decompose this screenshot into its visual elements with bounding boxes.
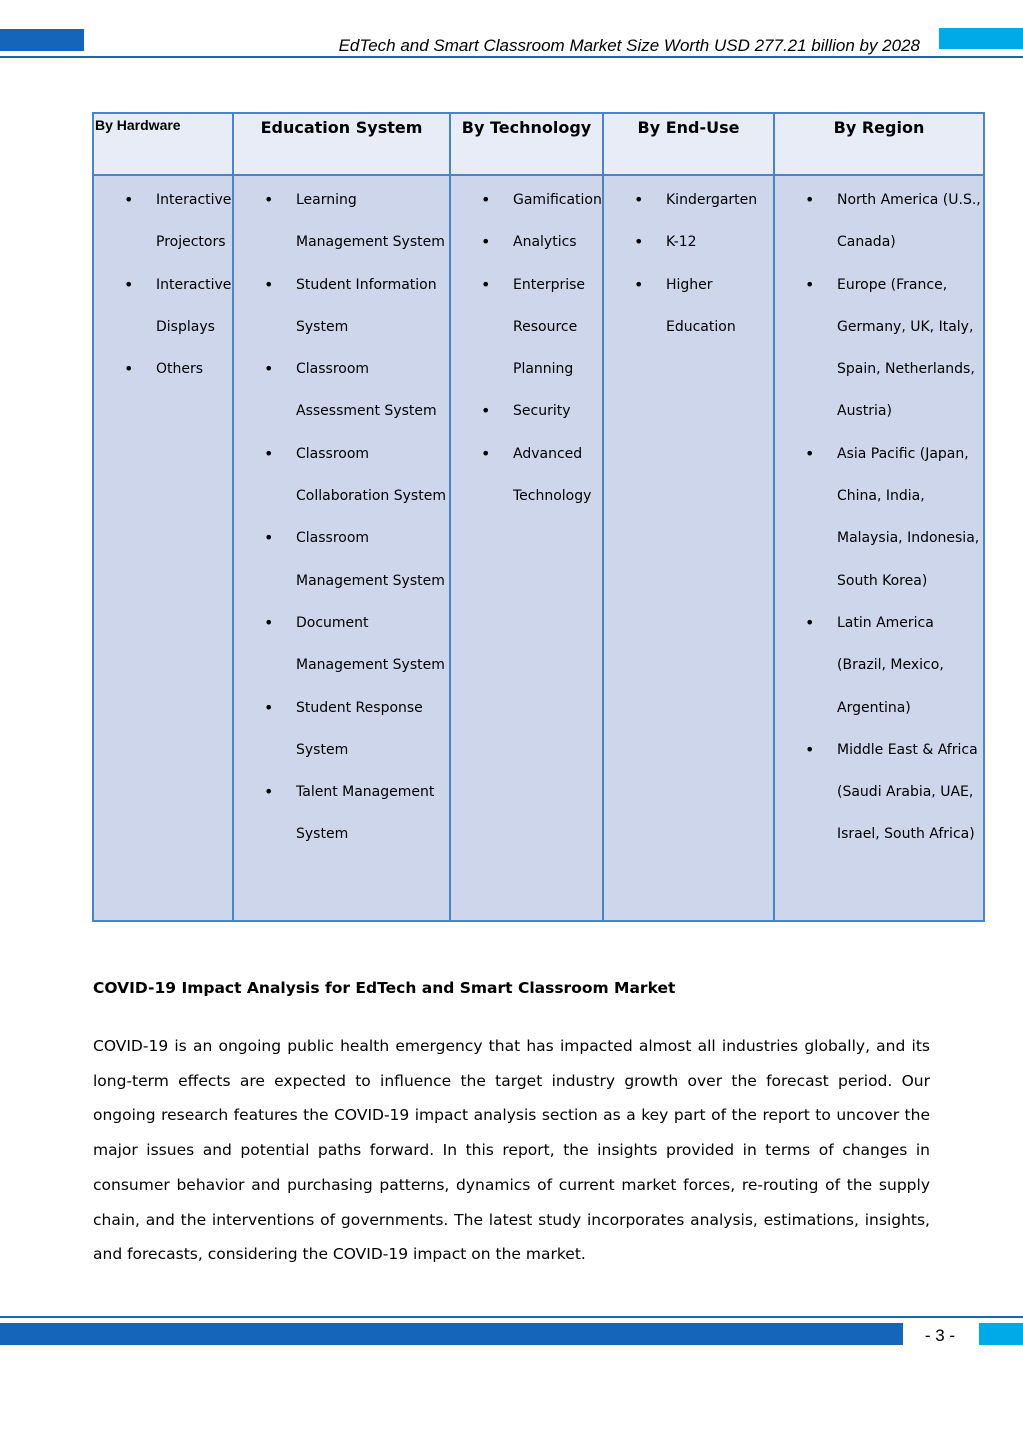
section-heading: COVID-19 Impact Analysis for EdTech and Smart Classroom Market <box>93 979 676 997</box>
column-header: By End-Use <box>603 113 774 175</box>
list-item: • Gamification <box>451 179 602 221</box>
page-header-title: EdTech and Smart Classroom Market Size Worth USD 277.21 billion by 2028 <box>338 36 920 55</box>
list-item: • Interactive Displays <box>94 264 232 349</box>
list-item: • Kindergarten <box>604 179 773 221</box>
hardware-cell <box>93 175 233 921</box>
technology-cell <box>450 175 603 921</box>
page-number: - 3 - <box>924 1326 956 1345</box>
list-item: • Analytics <box>451 221 602 263</box>
list-item: • Classroom Management System <box>234 517 449 602</box>
list-item: • Classroom Assessment System <box>234 348 449 433</box>
footer-accent-bar <box>0 1323 903 1345</box>
region-cell <box>774 175 984 921</box>
education-system-cell <box>233 175 450 921</box>
list-item: • Security <box>451 390 602 432</box>
list-item: • North America (U.S., Canada) <box>775 179 983 264</box>
list-item: • Middle East & Africa (Saudi Arabia, UAE, Israel, South Africa) <box>775 729 983 856</box>
list-item: • Europe (France, Germany, UK, Italy, Spain, Netherlands, Austria) <box>775 264 983 433</box>
list-item: • Higher Education <box>604 264 773 349</box>
technology-list <box>451 176 602 517</box>
list-item: • Others <box>94 348 232 390</box>
header-divider <box>0 56 1023 58</box>
footer-divider <box>0 1316 1023 1318</box>
list-item: • Learning Management System <box>234 179 449 264</box>
list-item: • Asia Pacific (Japan, China, India, Malaysia, Indonesia, South Korea) <box>775 433 983 602</box>
list-item: • Document Management System <box>234 602 449 687</box>
list-item: • Enterprise Resource Planning <box>451 264 602 391</box>
section-body-paragraph: COVID-19 is an ongoing public health emergency that has impacted almost all industries globally, and its long-term effects are expected to influence the target industry growth over the forecast period. Our ongoing research features the COVID-19 impact analysis section as a key part of the report to uncover the major issues and potential paths forward. In this report, the insights provided in terms of changes in consumer behavior and purchasing patterns, dynamics of current market forces, re-routing of the supply chain, and the interventions of governments. The latest study incorporates analysis, estimations, insights, and forecasts, considering the COVID-19 impact on the market. <box>93 1037 930 1264</box>
column-header: By Region <box>774 113 984 175</box>
end-use-list <box>604 176 773 348</box>
hardware-list <box>94 176 232 390</box>
header-accent-bar-left <box>0 29 84 51</box>
region-list <box>775 176 983 856</box>
list-item: • K-12 <box>604 221 773 263</box>
table-header-row <box>93 113 984 175</box>
list-item: • Talent Management System <box>234 771 449 856</box>
list-item: • Student Response System <box>234 687 449 772</box>
footer-accent-block <box>979 1323 1023 1345</box>
column-header: By Hardware <box>93 113 233 175</box>
segmentation-table <box>92 112 985 922</box>
end-use-cell <box>603 175 774 921</box>
table-row <box>93 175 984 921</box>
header-accent-bar-right <box>939 28 1023 49</box>
list-item: • Latin America (Brazil, Mexico, Argentina) <box>775 602 983 729</box>
list-item: • Advanced Technology <box>451 433 602 518</box>
column-header: Education System <box>233 113 450 175</box>
column-header: By Technology <box>450 113 603 175</box>
list-item: • Interactive Projectors <box>94 179 232 264</box>
list-item: • Student Information System <box>234 264 449 349</box>
education-system-list <box>234 176 449 856</box>
list-item: • Classroom Collaboration System <box>234 433 449 518</box>
